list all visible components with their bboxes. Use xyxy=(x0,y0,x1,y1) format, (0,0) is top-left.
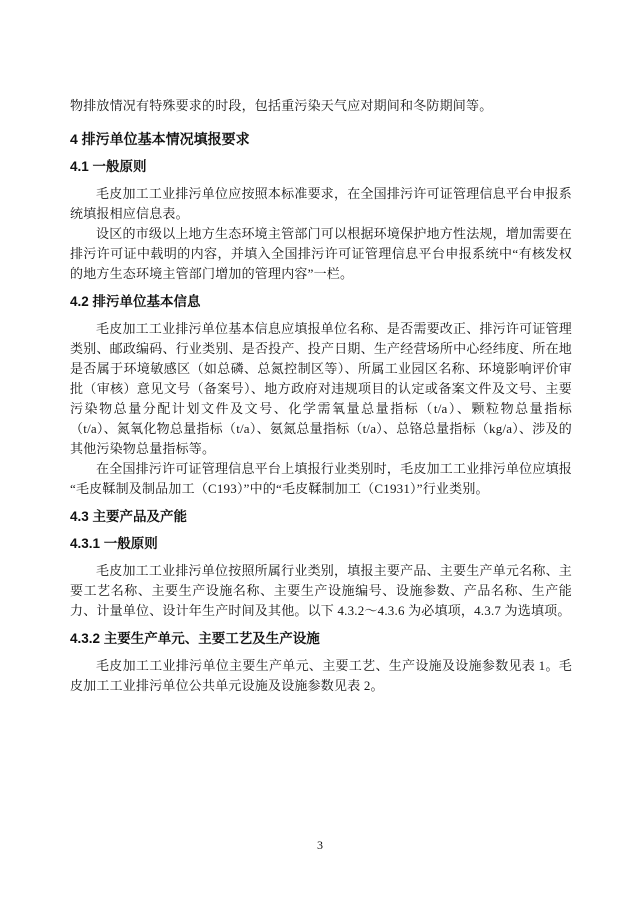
page-footer xyxy=(0,836,640,854)
section-heading-4-2: 4.2 排污单位基本信息 xyxy=(70,294,201,309)
paragraph-4-3-1-a: 毛皮加工工业排污单位按照所属行业类别，填报主要产品、主要生产单元名称、主要工艺名称、主要生产设施名称、主要生产设施编号、设施参数、产品名称、生产能力、计量单位、设计年生产时间及其他。以下 4.3.2～4.3.6 为必填项，4.3.7 为选填项。 xyxy=(70,563,572,618)
subsection-heading-4-3-2: 4.3.2 主要生产单元、主要工艺及生产设施 xyxy=(70,631,320,646)
section-heading-4-1: 4.1 一般原则 xyxy=(70,159,147,174)
paragraph-4-3-2-a: 毛皮加工工业排污单位主要生产单元、主要工艺、生产设施及设施参数见表 1。毛皮加工工业排污单位公共单元设施及设施参数见表 2。 xyxy=(70,658,572,693)
section-heading-4-3: 4.3 主要产品及产能 xyxy=(70,509,188,524)
subsection-heading-4-3-1: 4.3.1 一般原则 xyxy=(70,536,158,551)
paragraph-continuation: 物排放情况有特殊要求的时段，包括重污染天气应对期间和冬防期间等。 xyxy=(70,98,493,113)
chapter-heading-4: 4 排污单位基本情况填报要求 xyxy=(70,131,250,147)
paragraph-4-1-a: 毛皮加工工业排污单位应按照本标准要求，在全国排污许可证管理信息平台申报系统填报相应信息表。 xyxy=(70,186,572,221)
page-number: 3 xyxy=(317,838,323,852)
paragraph-4-1-b: 设区的市级以上地方生态环境主管部门可以根据环境保护地方性法规，增加需要在排污许可证中载明的内容，并填入全国排污许可证管理信息平台申报系统中“有核发权的地方生态环境主管部门增加的管理内容”一栏。 xyxy=(70,226,572,281)
paragraph-4-2-a: 毛皮加工工业排污单位基本信息应填报单位名称、是否需要改正、排污许可证管理类别、邮政编码、行业类别、是否投产、投产日期、生产经营场所中心经纬度、所在地是否属于环境敏感区（如总磷、总氮控制区等）、所属工业园区名称、环境影响评价审批（审核）意见文号（备案号）、地方政府对违规项目的认定或备案文件及文号、主要污染物总量分配计划文件及文号、化学需氧量总量指标（t/a）、颗粒物总量指标（t/a）、氮氧化物总量指标（t/a）、氨氮总量指标（t/a）、总铬总量指标（kg/a）、涉及的其他污染物总量指标等。 xyxy=(70,321,572,456)
paragraph-4-2-b: 在全国排污许可证管理信息平台上填报行业类别时，毛皮加工工业排污单位应填报“毛皮鞣制及制品加工（C193）”中的“毛皮鞣制加工（C1931）”行业类别。 xyxy=(70,461,572,496)
document-body xyxy=(70,96,572,696)
